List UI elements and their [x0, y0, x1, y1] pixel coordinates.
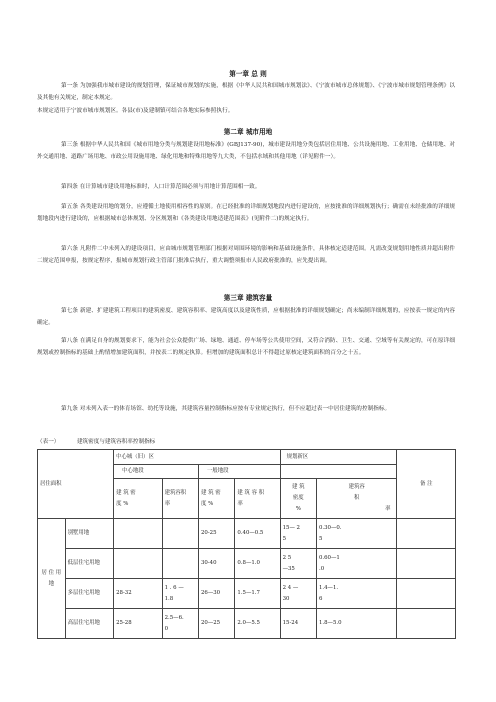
cell-far-center [162, 549, 198, 579]
cell-density-center: 25-28 [114, 609, 163, 639]
table-row [38, 519, 456, 549]
cell-far-center [162, 609, 198, 639]
header-density-new-line1: 建 筑 [292, 484, 305, 490]
cell-density-center: 28-32 [114, 579, 163, 609]
table-caption [37, 437, 155, 445]
cell-note [397, 579, 456, 609]
header-far-new-line3: 率 [385, 506, 391, 512]
cell-density-new [280, 579, 316, 609]
header-far-new-line2: 积 [354, 495, 360, 501]
cell-far-new-line1: 1.4—1. [318, 584, 339, 591]
cell-density-general: 30-40 [199, 549, 235, 579]
cell-far-new [316, 519, 397, 549]
table-caption-title: 建筑密度与建筑容积率控制指标 [76, 439, 156, 445]
article-3-text: 第三条 根据中华人民共和国《城市用地分类与规划建设用地标准》(GBJ137-90)，城市建设用地分类包括居住用地、公共设施用地、工业用地、仓储用地、对外交通用地、道路广场用地、市政公用设施用地、绿化用地和特殊用地等九大类，不包括水域和其他用地（详见附件一）。 [37, 142, 455, 161]
cell-far-general: 2.0—5.5 [235, 609, 280, 639]
article-1 [37, 80, 455, 105]
cell-far-new [316, 549, 397, 579]
cell-far-general: 1.5—1.7 [235, 579, 280, 609]
cell-density-general: 20-25 [199, 519, 235, 549]
header-far-general-line1: 建 筑 容 积 [237, 489, 265, 496]
density-far-table [37, 449, 456, 639]
cell-density-new-line1: 2 5 [282, 554, 292, 561]
cell-far-new-line1: 1.8—5.0 [318, 620, 342, 626]
article-1-scope [37, 105, 455, 117]
cell-density-new-line2: 5 [282, 535, 287, 542]
article-6 [37, 243, 455, 268]
table-caption-number: （表一） [37, 439, 60, 445]
cell-far-new-line1: 0.30—0. [318, 524, 342, 531]
article-4-text: 第四条 在计算城市建设用地标准时，人口计算范围必须与用地计算范围相一致。 [61, 184, 261, 190]
header-far-new-line1: 建筑容 [348, 484, 365, 490]
cell-far-new-line1: 0.60—1 [318, 554, 340, 561]
cell-density-general: 20—25 [199, 609, 235, 639]
table-row [38, 609, 456, 639]
header-density-new-line3: % [295, 506, 301, 512]
group-label-line2: 地 [48, 580, 54, 587]
header-general-section: 一般地段 [199, 465, 281, 479]
cell-density-general: 26—30 [199, 579, 235, 609]
header-far-general-line2: 率 [237, 500, 243, 507]
cell-note [397, 609, 456, 639]
header-density-new-line2: 密度 [292, 495, 304, 501]
header-far-new [316, 479, 397, 519]
header-note: 备 注 [397, 450, 456, 519]
header-far-center-line1: 建筑容积 [164, 489, 187, 496]
table-row [38, 579, 456, 609]
cell-far-center-line1: 2.5—6. [164, 614, 184, 621]
header-density-general [199, 479, 235, 519]
header-density-center [114, 479, 163, 519]
header-zone-new: 规划新区 [280, 450, 397, 465]
cell-far-center-line2: 1.8 [164, 595, 174, 602]
cell-far-general: 0.40—0.5 [235, 519, 280, 549]
header-density-new [280, 479, 316, 519]
table-row [38, 549, 456, 579]
cell-far-new-line2: 6 [318, 595, 323, 602]
row-type: 高层住宅用地 [65, 609, 114, 639]
group-label-residential [38, 519, 66, 639]
cell-density-new [280, 519, 316, 549]
cell-density-new-line2: 30 [282, 595, 290, 602]
article-8 [37, 335, 455, 360]
cell-far-center [162, 579, 198, 609]
row-type: 多层住宅用地 [65, 579, 114, 609]
cell-far-new [316, 609, 397, 639]
header-far-center-line2: 率 [164, 500, 171, 507]
group-label-line1: 居 住 用 [41, 569, 62, 576]
cell-density-new-line1: 15-24 [282, 620, 299, 626]
header-far-center [162, 479, 198, 519]
cell-far-new-line2: 5 [318, 535, 323, 542]
cell-far-center [162, 519, 198, 549]
article-1-scope-text: 本规定适用于宁波市城市规划区。各县(市)及建制镇可结合各地实际参照执行。 [37, 108, 234, 114]
article-4 [37, 181, 455, 193]
cell-density-new-line2: —35 [282, 565, 295, 572]
header-density-center-line1: 建 筑 密 [116, 489, 136, 496]
article-5-text: 第五条 各类建设用地的划分，应遵循土地使用相容性的原则。在已经批准的详细规划地段内进行建设的，应按批准的详细规划执行；确需在未经批准的详细规划地段内进行建设的，应根据城市总体规划、分区规划和《各类建设用地适建范围表》(见附件二)的规定执行。 [37, 204, 455, 223]
cell-note [397, 549, 456, 579]
row-type: 低层住宅用地 [65, 549, 114, 579]
header-blank [280, 465, 397, 479]
article-6-text: 第六条 凡附件二中未列入的建设项目，应由城市规划管理部门根据对周围环境的影响和基础设施条件，具体核定适建范围。凡需改变规划用地性质并超出附件二规定范围申报，按规定程序，报城市规划行政主管部门批准后执行，重大调整须报市人民政府批准的，应先提出调。 [37, 246, 455, 265]
chapter1-title: 第一章 总 则 [229, 70, 267, 78]
article-7-text: 第七条 新建、扩建建筑工程项目的建筑密度、建筑容积率、建筑高度以及建筑性质，应根据批准的详细规划确定；尚未编制详细规划的，应按表一规定的内容确定。 [37, 308, 455, 327]
cell-far-general: 0.8—1.0 [235, 549, 280, 579]
article-9 [37, 403, 455, 415]
article-3 [37, 139, 455, 164]
cell-density-new-line1: 2 4 — [282, 584, 299, 591]
cell-density-center [114, 519, 163, 549]
header-far-general [235, 479, 280, 519]
article-7 [37, 305, 455, 330]
cell-density-new [280, 609, 316, 639]
cell-note [397, 519, 456, 549]
cell-density-new [280, 549, 316, 579]
cell-far-new-line2: .0 [318, 565, 325, 572]
header-density-general-line1: 建 筑 密 [201, 489, 221, 496]
header-zone-old: 中心城（旧）区 [114, 450, 281, 465]
cell-far-new [316, 579, 397, 609]
cell-far-center-line1: 1 . 6 — [164, 584, 184, 591]
article-1-text: 第一条 为加强我市城市建设的规划管理，保证城市规划的实施，根据《中华人民共和国城市规划法》、《宁波市城市总体规划》、《宁波市城市规划管理条例》以及其他有关规定，制定本规定。 [37, 83, 455, 102]
article-9-text: 第九条 对未列入表一的体育场馆、幼托等设施，其建筑容量控制指标应按有专业规定执行，但不应超过表一中居住建筑的控制指标。 [61, 406, 391, 412]
header-corner: 居住面积 [38, 450, 114, 519]
article-5 [37, 201, 455, 226]
cell-density-new-line1: 15— 2 [282, 524, 300, 531]
header-density-general-line2: 度 % [201, 500, 214, 507]
chapter3-title: 第三章 建筑容量 [223, 294, 273, 302]
cell-density-center [114, 549, 163, 579]
header-density-center-line2: 度 % [116, 500, 129, 507]
cell-far-center-line2: 0 [164, 625, 169, 632]
header-center-section: 中心地段 [114, 465, 199, 479]
chapter2-title: 第二章 城市用地 [223, 128, 273, 136]
row-type: 别墅用地 [65, 519, 114, 549]
article-8-text: 第八条 在满足自身的规划要求下，能为社会公众提供广场、绿地、通道、停车场等公共使用空间，又符合消防、卫生、交通、空域等有关规定的，可在原详细规划或控制指标的基础上酌情增加建筑面积，并按表二的规定执算。但增加的建筑面积总计不得超过原核定建筑面积的百分之十五。 [37, 338, 455, 357]
